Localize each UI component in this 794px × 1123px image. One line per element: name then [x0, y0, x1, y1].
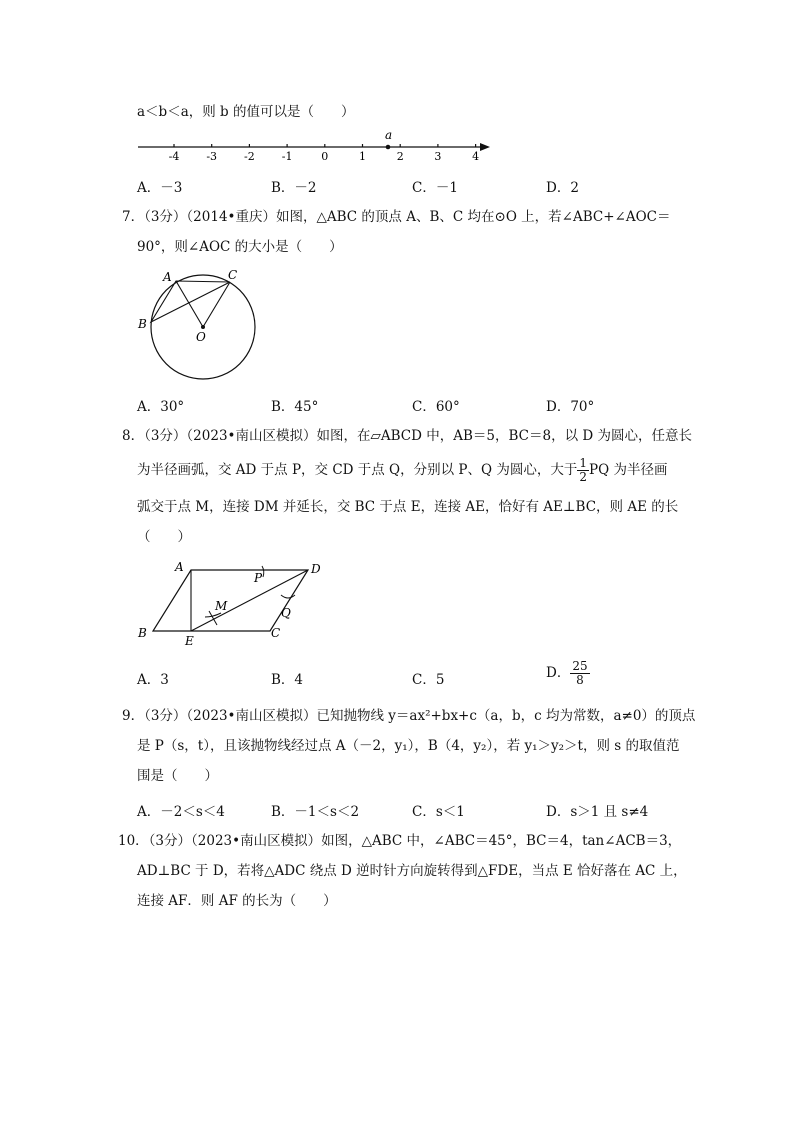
q10-line-1: 10．（3分）（2023•南山区模拟）如图，△ABC 中，∠ABC＝45°，BC＝4，tan∠ACB＝3，: [118, 833, 682, 849]
q6-number-line: [130, 126, 500, 166]
q7-option-b[interactable]: B．45°: [271, 399, 319, 415]
q9-line-3: 围是（ ）: [137, 768, 218, 784]
tick-label: 3: [434, 150, 442, 163]
q8-option-a[interactable]: A．3: [137, 672, 169, 688]
q7-option-d[interactable]: D．70°: [546, 399, 595, 415]
point-a-dot: [386, 145, 391, 150]
point-a-label: a: [385, 128, 393, 142]
q6-option-d[interactable]: D．2: [546, 180, 579, 196]
q8-label-c: C: [271, 626, 281, 640]
q8-line-4: （ ）: [137, 529, 191, 545]
tick-label: 1: [359, 150, 366, 163]
tick-label: -3: [206, 150, 218, 163]
q7-option-a[interactable]: A．30°: [137, 399, 185, 415]
q8-options: [137, 659, 697, 698]
q9-option-a[interactable]: A．－2＜s＜4: [137, 804, 225, 820]
q6-option-c[interactable]: C．－1: [412, 180, 458, 196]
q8-label-m: M: [215, 599, 228, 613]
q10-line-3: 连接 AF．则 AF 的长为（ ）: [137, 893, 337, 909]
q9-option-c[interactable]: C．s＜1: [412, 804, 465, 820]
q9-line-2: 是 P（s，t），且该抛物线经过点 A（－2，y₁），B（4，y₂），若 y₁＞y₂＞t，则 s 的取值范: [137, 738, 680, 754]
q9-option-b[interactable]: B．－1＜s＜2: [271, 804, 360, 820]
tick-label: 2: [396, 150, 404, 163]
q6-option-a[interactable]: A．－3: [137, 180, 183, 196]
q7-label-b: B: [138, 317, 147, 331]
q7-options: [137, 395, 697, 417]
q7-option-c[interactable]: C．60°: [412, 399, 460, 415]
q9-option-d[interactable]: D．s＞1 且 s≠4: [546, 804, 649, 820]
q7-line-1: 7．（3分）（2014•重庆）如图，△ABC 的顶点 A、B、C 均在⊙O 上，若∠ABC+∠AOC＝: [122, 209, 671, 225]
q8-label-a: A: [175, 560, 184, 574]
q8-line-1: 8．（3分）（2023•南山区模拟）如图，在▱ABCD 中，AB＝5，BC＝8，以 D 为圆心，任意长: [122, 428, 692, 444]
q8-line-2-pre: 为半径画弧，交 AD 于点 P，交 CD 于点 Q，分别以 P、Q 为圆心，大于: [137, 462, 578, 478]
q8-option-d[interactable]: D． $\frac{25}{8}$: [546, 659, 588, 687]
q8-label-q: Q: [281, 606, 291, 620]
tick-label: 0: [321, 150, 329, 163]
q9-options: [137, 800, 697, 822]
q8-line-2: [137, 457, 667, 484]
q8-fraction-half: $\frac{1}{2}$: [579, 456, 587, 484]
q8-label-b: B: [138, 626, 147, 640]
q6-options: [137, 176, 697, 198]
q8-line-3: 弧交于点 M，连接 DM 并延长，交 BC 于点 E，连接 AE，恰好有 AE⊥BC，则 AE 的长: [137, 499, 679, 515]
q10-line-2: AD⊥BC 于 D，若将△ADC 绕点 D 逆时针方向旋转得到△FDE，当点 E 恰好落在 AC 上，: [137, 863, 687, 879]
tick-label: 4: [472, 150, 480, 163]
q6-stem-tail: a＜b＜a，则 b 的值可以是（ ）: [137, 104, 355, 120]
q7-line-2: 90°，则∠AOC 的大小是（ ）: [137, 239, 343, 255]
q7-label-o: O: [196, 330, 206, 344]
q7-circle-figure: [133, 262, 263, 382]
q7-label-a: A: [163, 270, 172, 284]
q6-option-b[interactable]: B．－2: [271, 180, 317, 196]
q7-label-c: C: [228, 268, 238, 282]
tick-label: -1: [281, 150, 293, 163]
q8-label-d: D: [311, 562, 321, 576]
q8-label-e: E: [185, 634, 194, 648]
tick-label: -4: [168, 150, 180, 163]
q8-option-d-fraction: $\frac{25}{8}$: [572, 659, 588, 687]
q8-line-2-post: PQ 为半径画: [589, 462, 668, 478]
tick-label: -2: [244, 150, 255, 163]
q8-option-b[interactable]: B．4: [271, 672, 304, 688]
q9-line-1: 9．（3分）（2023•南山区模拟）已知抛物线 y＝ax²+bx+c（a，b，c 均为常数，a≠0）的顶点: [122, 708, 696, 724]
q8-option-c[interactable]: C．5: [412, 672, 445, 688]
q8-parallelogram-figure: [133, 555, 333, 650]
q8-label-p: P: [254, 571, 263, 585]
